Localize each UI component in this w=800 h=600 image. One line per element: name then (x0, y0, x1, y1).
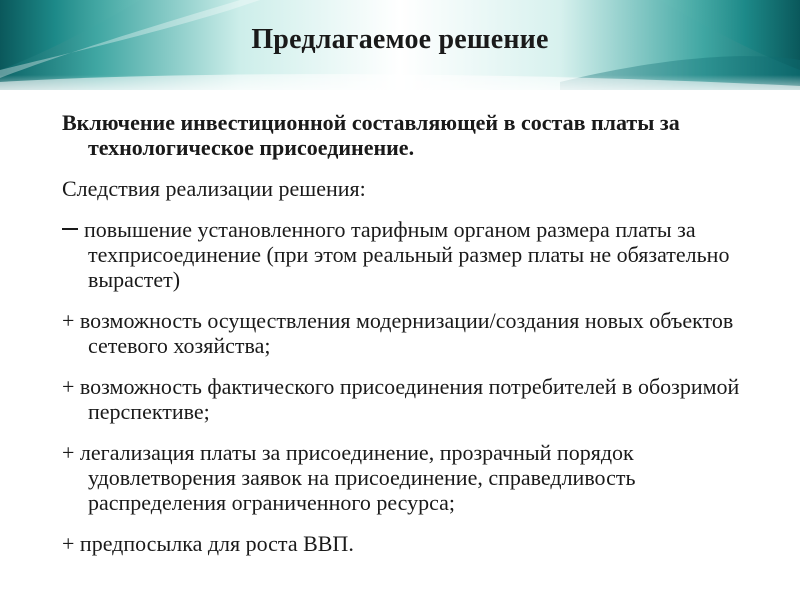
lead-paragraph: Включение инвестиционной составляющей в состав платы за технологическое присоединение. (62, 110, 680, 160)
list-item (62, 217, 752, 292)
list-item (62, 531, 752, 556)
list-item-text: возможность фактического присоединения потребителей в обозримой перспективе; (79, 374, 740, 424)
list-item-text: предпосылка для роста ВВП. (79, 531, 354, 556)
list-item (62, 374, 752, 424)
plus-marker: + (62, 531, 75, 556)
list-item-text: возможность осуществления модернизации/создания новых объектов сетевого хозяйства; (79, 308, 734, 358)
plus-marker: + (62, 308, 75, 333)
slide-title: Предлагаемое решение (251, 24, 549, 55)
list-item-text: повышение установленного тарифным органом размера платы за техприсоединение (при этом реальный размер платы не обязательно вырастет) (84, 217, 730, 292)
slide-content (62, 110, 752, 572)
list-item (62, 308, 752, 358)
dash-marker-icon (62, 228, 78, 230)
consequences-heading: Следствия реализации решения: (62, 176, 366, 201)
plus-marker: + (62, 440, 75, 465)
plus-marker: + (62, 374, 75, 399)
list-item (62, 440, 752, 515)
list-item-text: легализация платы за присоединение, прозрачный порядок удовлетворения заявок на присоединение, справедливость распределения ограниченного ресурса; (79, 440, 636, 515)
